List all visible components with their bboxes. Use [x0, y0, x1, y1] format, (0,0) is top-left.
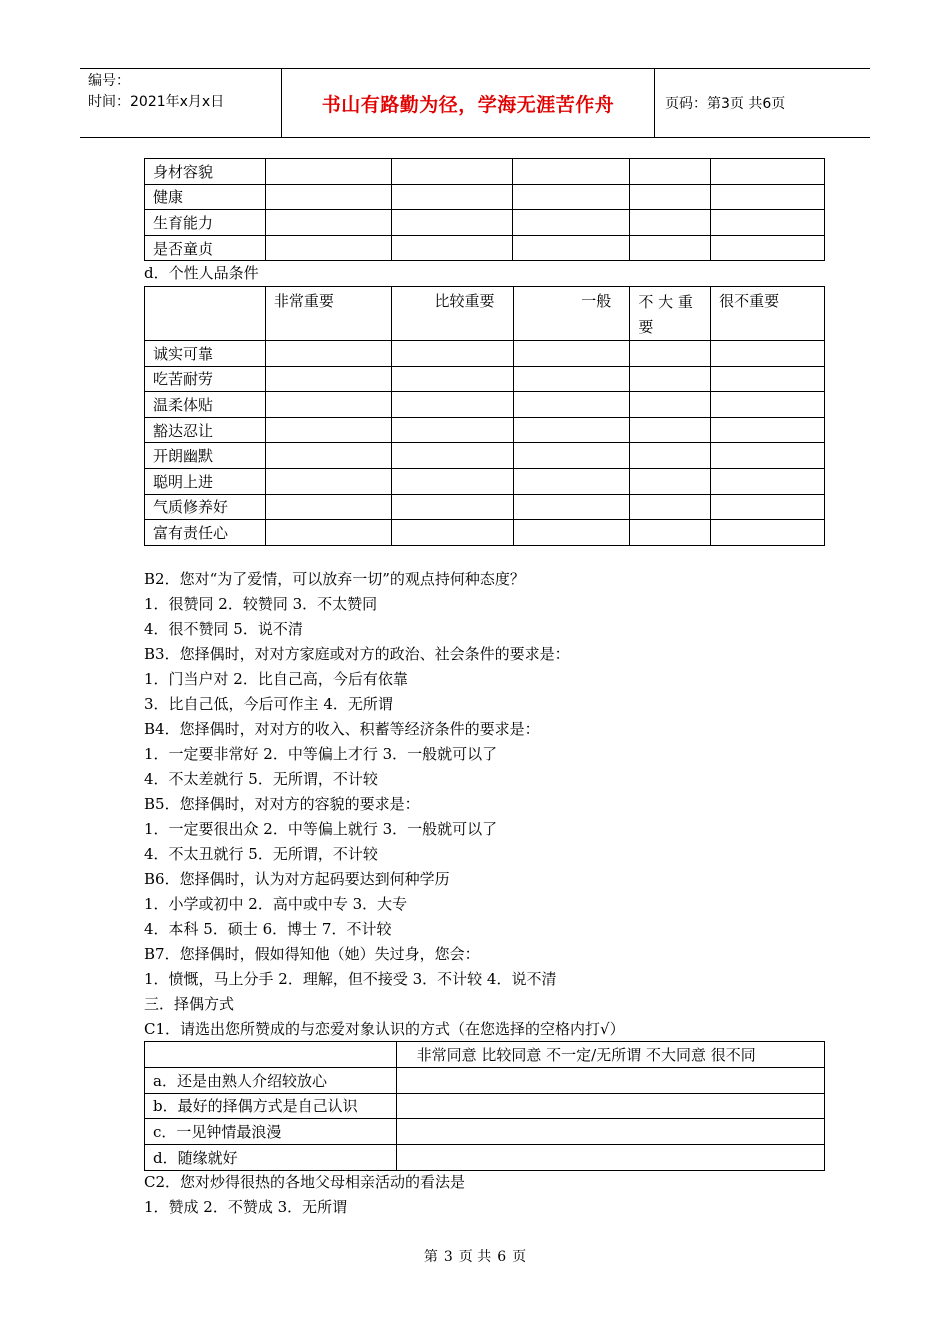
question-c1: C1．请选出您所赞成的与恋爱对象认识的方式（在您选择的空格内打√） — [144, 1020, 625, 1038]
table-row — [145, 1093, 825, 1119]
number-label: 编号： — [88, 73, 130, 89]
answer-cell[interactable] — [391, 468, 513, 494]
table-row — [145, 417, 825, 443]
table-row — [145, 1067, 825, 1093]
header-cell: 一般 — [513, 287, 630, 341]
answer-cell[interactable] — [391, 210, 513, 236]
answer-cell[interactable] — [513, 392, 630, 418]
answer-cell[interactable] — [513, 494, 630, 520]
footer-total-pages: 6 — [497, 1249, 507, 1265]
row-label: d．随缘就好 — [145, 1145, 397, 1171]
section-three-title: 三．择偶方式 — [144, 995, 235, 1013]
answer-cell[interactable] — [630, 468, 711, 494]
answer-cell[interactable] — [265, 159, 391, 185]
table-header-row — [145, 1042, 825, 1068]
answer-cell[interactable] — [513, 520, 630, 546]
answer-cell[interactable] — [630, 184, 711, 210]
answer-options: 4．不太差就行 5．无所谓，不计较 — [144, 770, 378, 788]
answer-cell[interactable] — [391, 520, 513, 546]
table-row — [145, 468, 825, 494]
row-label: b．最好的择偶方式是自己认识 — [145, 1093, 397, 1119]
answer-cell[interactable] — [513, 235, 630, 261]
header-meta — [80, 69, 282, 137]
header-empty — [145, 287, 266, 341]
table-row — [145, 210, 825, 236]
answer-cell[interactable] — [391, 494, 513, 520]
answer-cell[interactable] — [265, 235, 391, 261]
answer-cell[interactable] — [391, 417, 513, 443]
answer-cell[interactable] — [630, 520, 711, 546]
answer-cell[interactable] — [265, 341, 391, 367]
answer-cell[interactable] — [391, 443, 513, 469]
answer-options: 1．赞成 2．不赞成 3．无所谓 — [144, 1198, 348, 1216]
answer-cell[interactable] — [711, 392, 825, 418]
answer-cell[interactable] — [265, 520, 391, 546]
answer-cell[interactable] — [265, 494, 391, 520]
answer-cell[interactable] — [513, 366, 630, 392]
table-row — [145, 1145, 825, 1171]
question-b4: B4．您择偶时，对对方的收入、积蓄等经济条件的要求是： — [144, 720, 540, 738]
row-label: 豁达忍让 — [145, 417, 266, 443]
answer-cell[interactable] — [630, 235, 711, 261]
row-label: 富有责任心 — [145, 520, 266, 546]
footer-prefix: 第 — [423, 1249, 438, 1265]
answer-cell[interactable] — [265, 443, 391, 469]
answer-options: 3．比自己低，今后可作主 4．无所谓 — [144, 695, 393, 713]
answer-cell[interactable] — [391, 159, 513, 185]
answer-cell[interactable] — [711, 520, 825, 546]
answer-cell[interactable] — [711, 366, 825, 392]
page-footer — [0, 1246, 950, 1266]
answer-cell[interactable] — [513, 210, 630, 236]
table-row — [145, 159, 825, 185]
answer-cell[interactable] — [265, 417, 391, 443]
table-c-continued — [144, 158, 825, 261]
answer-cell[interactable] — [391, 235, 513, 261]
answer-cell[interactable] — [391, 184, 513, 210]
answer-cell[interactable] — [391, 341, 513, 367]
row-label: 温柔体贴 — [145, 392, 266, 418]
table-header-row — [145, 287, 825, 341]
row-label: a．还是由熟人介绍较放心 — [145, 1067, 397, 1093]
answer-cell[interactable] — [711, 159, 825, 185]
table-row — [145, 392, 825, 418]
answer-options: 1．门当户对 2．比自己高，今后有依靠 — [144, 670, 408, 688]
answer-cell[interactable] — [265, 366, 391, 392]
row-label: 是否童贞 — [145, 235, 266, 261]
table-row — [145, 341, 825, 367]
answer-cell[interactable] — [396, 1067, 824, 1093]
answer-cell[interactable] — [711, 341, 825, 367]
answer-cell[interactable] — [711, 468, 825, 494]
row-label: 生育能力 — [145, 210, 266, 236]
answer-cell[interactable] — [396, 1119, 824, 1145]
answer-cell[interactable] — [630, 417, 711, 443]
table-d — [144, 286, 825, 546]
question-b5: B5．您择偶时，对对方的容貌的要求是： — [144, 795, 420, 813]
answer-cell[interactable] — [711, 443, 825, 469]
table-row — [145, 443, 825, 469]
header-motto: 书山有路勤为径，学海无涯苦作舟 — [282, 69, 655, 137]
answer-options: 4．本科 5．硕士 6．博士 7．不计较 — [144, 920, 392, 938]
header-page-info: 页码：第3页 共6页 — [665, 96, 786, 112]
question-b2: B2．您对“为了爱情，可以放弃一切”的观点持何种态度？ — [144, 570, 525, 588]
row-label: 健康 — [145, 184, 266, 210]
row-label: 诚实可靠 — [145, 341, 266, 367]
header-cell: 很不重要 — [711, 287, 825, 341]
page-header — [80, 68, 870, 138]
row-label: c．一见钟情最浪漫 — [145, 1119, 397, 1145]
table-row — [145, 1119, 825, 1145]
table-c1 — [144, 1041, 825, 1171]
answer-cell[interactable] — [630, 159, 711, 185]
answer-cell[interactable] — [265, 468, 391, 494]
header-cell: 比较重要 — [391, 287, 513, 341]
answer-cell[interactable] — [711, 184, 825, 210]
answer-cell[interactable] — [265, 392, 391, 418]
footer-suffix: 页 — [512, 1249, 527, 1265]
section-d-title: d．个性人品条件 — [144, 264, 259, 282]
answer-cell[interactable] — [630, 341, 711, 367]
answer-cell[interactable] — [630, 392, 711, 418]
answer-cell[interactable] — [630, 366, 711, 392]
footer-page-number: 3 — [443, 1249, 453, 1265]
footer-mid: 页 共 — [458, 1249, 492, 1265]
answer-cell[interactable] — [391, 392, 513, 418]
answer-cell[interactable] — [711, 235, 825, 261]
question-b7: B7．您择偶时，假如得知他（她）失过身，您会： — [144, 945, 480, 963]
answer-options: 4．很不赞同 5．说不清 — [144, 620, 303, 638]
header-empty — [145, 1042, 397, 1068]
answer-cell[interactable] — [513, 184, 630, 210]
answer-cell[interactable] — [630, 210, 711, 236]
answer-cell[interactable] — [513, 341, 630, 367]
row-label: 身材容貌 — [145, 159, 266, 185]
time-label: 时间：2021年x月x日 — [88, 94, 225, 110]
answer-cell[interactable] — [265, 210, 391, 236]
question-b6: B6．您择偶时，认为对方起码要达到何种学历 — [144, 870, 450, 888]
row-label: 开朗幽默 — [145, 443, 266, 469]
answer-options: 1．一定要非常好 2．中等偏上才行 3．一般就可以了 — [144, 745, 498, 763]
answer-options: 1．小学或初中 2．高中或中专 3．大专 — [144, 895, 408, 913]
answer-cell[interactable] — [513, 468, 630, 494]
header-cell: 非常同意 比较同意 不一定/无所谓 不大同意 很不同 — [396, 1042, 824, 1068]
answer-cell[interactable] — [711, 210, 825, 236]
header-cell: 非常重要 — [265, 287, 391, 341]
row-label: 聪明上进 — [145, 468, 266, 494]
table-row — [145, 366, 825, 392]
answer-cell[interactable] — [391, 366, 513, 392]
row-label: 吃苦耐劳 — [145, 366, 266, 392]
answer-options: 4．不太丑就行 5．无所谓，不计较 — [144, 845, 378, 863]
table-row — [145, 184, 825, 210]
table-row — [145, 494, 825, 520]
answer-cell[interactable] — [265, 184, 391, 210]
answer-cell[interactable] — [513, 443, 630, 469]
question-b3: B3．您择偶时，对对方家庭或对方的政治、社会条件的要求是： — [144, 645, 570, 663]
answer-options: 1．愤慨，马上分手 2．理解，但不接受 3．不计较 4．说不清 — [144, 970, 557, 988]
answer-cell[interactable] — [513, 417, 630, 443]
table-row — [145, 235, 825, 261]
answer-cell[interactable] — [711, 494, 825, 520]
answer-cell[interactable] — [711, 417, 825, 443]
table-row — [145, 520, 825, 546]
answer-cell[interactable] — [396, 1093, 824, 1119]
answer-options: 1．很赞同 2．较赞同 3．不太赞同 — [144, 595, 378, 613]
row-label: 气质修养好 — [145, 494, 266, 520]
answer-cell[interactable] — [630, 494, 711, 520]
header-cell: 不 大 重 要 — [630, 287, 711, 341]
question-c2: C2．您对炒得很热的各地父母相亲活动的看法是 — [144, 1173, 466, 1191]
answer-cell[interactable] — [513, 159, 630, 185]
answer-cell[interactable] — [396, 1145, 824, 1171]
answer-cell[interactable] — [630, 443, 711, 469]
answer-options: 1．一定要很出众 2．中等偏上就行 3．一般就可以了 — [144, 820, 498, 838]
